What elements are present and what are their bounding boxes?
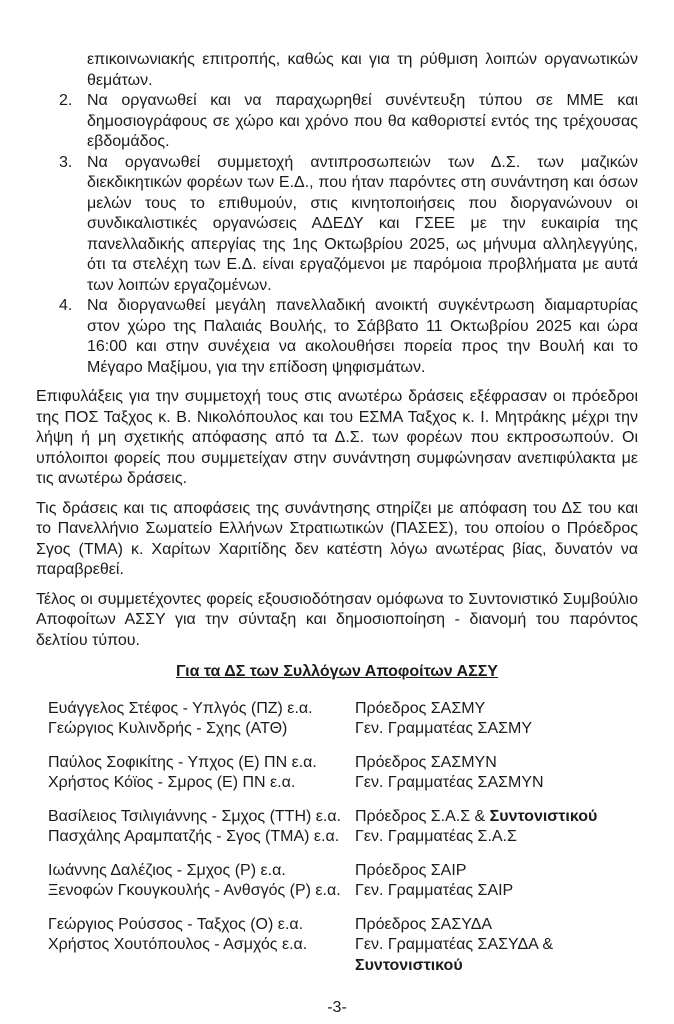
signatory-role-text: Γεν. Γραμματέας ΣΑΣΥΔΑ & [355,936,554,953]
numbered-list [36,50,638,378]
signature-group [36,699,638,740]
signatory-role-text: Γεν. Γραμματέας ΣΑΣΜΥΝ [355,774,544,791]
signatory-name: Γεώργιος Κυλινδρής - Σχης (ΑΤΘ) [48,720,288,737]
signature-group [36,807,638,848]
signatory-role-text: Πρόεδρος ΣΑΙΡ [355,861,467,879]
list-item-text: Να οργανωθεί και να παραχωρηθεί συνέντευξη τύπου σε ΜΜΕ και δημοσιογράφους σε χώρο και χρόνο που θα καθοριστεί εντός της τρέχουσας εβδομάδος. [87,92,638,150]
signatory-role-text: Πρόεδρος ΣΑΣΜΥΝ [355,753,497,771]
signature-row [36,753,638,774]
paragraph: Επιφυλάξεις για την συμμετοχή τους στις ανωτέρω δράσεις εξέφρασαν οι πρόεδροι της ΠΟΣ Ταξχος κ. Β. Νικολόπουλος και του ΕΣΜΑ Ταξχος κ. Ι. Μητράκης μέχρι την λήψη ή μη σχετικής απόφασης από τα Δ.Σ. των φορέων που εκπροσωπούν. Οι υπόλοιποι φορείς που συμμετείχαν στην συνάντηση συμφώνησαν ανεπιφύλακτα με τις ανωτέρω δράσεις. [36,388,638,487]
signature-row [36,807,638,828]
list-item-text: Να οργανωθεί συμμετοχή αντιπροσωπειών των Δ.Σ. των μαζικών διεκδικητικών φορέων των Ε.Δ., που ήταν παρόντες στη συνάντηση και όσων μελών τους το επιθυμούν, στις κινητοποιήσεις που διοργανώνουν οι συνδικαλιστικές οργανώσεις ΑΔΕΔΥ και ΓΣΕΕ με την ευκαιρία της πανελλαδικής απεργίας της 1ης Οκτωβρίου 2025, ως μήνυμα αλληλεγγύης, ότι τα στελέχη των Ε.Δ. είναι εργαζόμενοι με παρόμοια προβλήματα με αυτά των λοιπών εργαζομένων. [87,153,638,294]
signatory-role [355,753,638,774]
paragraph: Τις δράσεις και τις αποφάσεις της συνάντησης στηρίζει με απόφαση του ΔΣ του και το Πανελλήνιο Σωματείο Ελλήνων Στρατιωτικών (ΠΑΣΕΣ), του οποίου ο Πρόεδρος Σγος (ΤΜΑ) κ. Χαρίτων Χαριτίδης δεν κατέστη λόγω ανωτέρας βίας, δυνατόν να παραβρεθεί. [36,499,638,578]
signatory-role [355,861,638,882]
signatory-name: Ευάγγελος Στέφος - Υπλγός (ΠΖ) ε.α. [48,699,313,717]
signature-row [36,719,638,740]
list-item-text: επικοινωνιακής επιτροπής, καθώς και για τη ρύθμιση λοιπών οργανωτικών θεμάτων. [87,51,638,89]
list-item [36,296,638,378]
signatory-name: Χρήστος Χουτόπουλος - Ασμχός ε.α. [48,936,308,953]
signatory-role-bold-text: Συντονιστικού [489,807,598,825]
signature-row [36,861,638,882]
signature-row [36,915,638,936]
signatory-role [355,773,638,794]
signature-row [36,827,638,848]
signature-row [36,881,638,902]
signatory-role-text: Γεν. Γραμματέας Σ.Α.Σ [355,828,517,845]
signatory-name: Γεώργιος Ρούσσος - Ταξχος (Ο) ε.α. [48,915,304,933]
signatory-role [355,881,638,902]
signatory-name: Χρήστος Κόϊος - Σμρος (Ε) ΠΝ ε.α. [48,774,296,791]
list-item-number: 2. [59,92,73,109]
signature-group [36,753,638,794]
signatory-role-text: Πρόεδρος ΣΑΣΥΔΑ [355,915,493,933]
signature-group [36,861,638,902]
list-item-text: Να διοργανωθεί μεγάλη πανελλαδική ανοικτή συγκέντρωση διαμαρτυρίας στον χώρο της Παλαιάς Βουλής, το Σάββατο 11 Οκτωβρίου 2025 και ώρα 16:00 και στην συνέχεια να ακολουθήσει πορεία προς την Βουλή και το Μέγαρο Μαξίμου, για την επίδοση ψηφισμάτων. [87,297,638,376]
signatory-role [355,807,638,828]
signatory-role [355,719,638,740]
signatory-role-text: Γεν. Γραμματέας ΣΑΙΡ [355,882,514,899]
signatory-role-text: Πρόεδρος ΣΑΣΜΥ [355,699,486,717]
signatures-block [36,699,638,977]
list-item-number: 4. [59,297,73,314]
signatory-role [355,827,638,848]
signatures-heading: Για τα ΔΣ των Συλλόγων Αποφοίτων ΑΣΣΥ [176,663,498,680]
signatory-role-text: Γεν. Γραμματέας ΣΑΣΜΥ [355,720,532,737]
signatory-name: Βασίλειος Τσιλιγιάννης - Σμχος (ΤΤΗ) ε.α. [48,807,342,825]
signature-group [36,915,638,977]
list-item [36,91,638,153]
signatory-name: Παύλος Σοφικίτης - Υπχος (Ε) ΠΝ ε.α. [48,753,317,771]
list-item-number: 3. [59,153,73,171]
signatory-name: Ιωάννης Δαλέζιος - Σμχος (Ρ) ε.α. [48,861,286,879]
list-item [36,50,638,91]
signatory-role-text: Πρόεδρος Σ.Α.Σ & [355,807,490,825]
signature-row [36,935,638,976]
signature-row [36,699,638,720]
signatory-role [355,935,638,976]
signatory-role-bold-text: Συντονιστικού [355,956,463,974]
signature-row [36,773,638,794]
signatory-role [355,699,638,720]
list-item-number [59,50,87,91]
signatory-role [355,915,638,936]
signatory-name: Ξενοφών Γκουγκουλής - Ανθσγός (Ρ) ε.α. [48,882,341,899]
signatory-name: Πασχάλης Αραμπατζής - Σγος (ΤΜΑ) ε.α. [48,828,340,845]
page-number: -3- [327,998,347,1016]
list-item [36,153,638,297]
paragraph: Τέλος οι συμμετέχοντες φορείς εξουσιοδότησαν ομόφωνα το Συντονιστικό Συμβούλιο Αποφοίτων ΑΣΣΥ για την σύνταξη και δημοσιοποίηση - διανομή του παρόντος δελτίου τύπου. [36,590,638,649]
